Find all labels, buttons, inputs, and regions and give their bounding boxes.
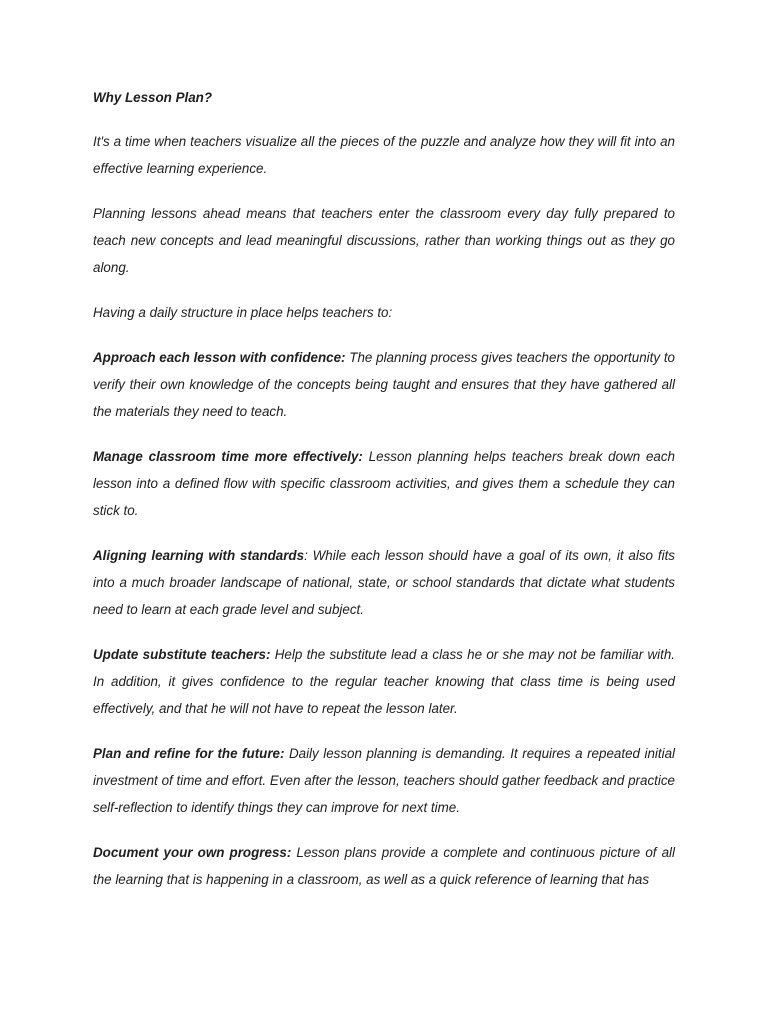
paragraph-intro — [93, 128, 675, 182]
paragraph-text: : While each lesson should have a goal of its own, it also fits into a much broader landscape of national, state, or school standards that dictate what students need to learn at each grade level and subject. — [93, 548, 675, 617]
paragraph-text: Daily lesson planning is demanding. It requires a repeated initial investment of time and effort. Even after the lesson, teachers should gather feedback and practice self-reflection to identify things they can improve for next time. — [93, 746, 675, 815]
paragraph-future — [93, 740, 675, 821]
paragraph-lead: Approach each lesson with confidence: — [93, 350, 346, 365]
paragraph-text: It's a time when teachers visualize all the pieces of the puzzle and analyze how they will fit into an effective learning experience. — [93, 134, 675, 176]
paragraph-classroom-time — [93, 443, 675, 524]
document-title: Why Lesson Plan? — [93, 90, 213, 105]
paragraph-confidence — [93, 344, 675, 425]
paragraph-text: Lesson planning helps teachers break down each lesson into a defined flow with specific classroom activities, and gives them a schedule they can stick to. — [93, 449, 675, 518]
paragraph-daily-structure — [93, 299, 675, 326]
paragraph-text: Having a daily structure in place helps teachers to: — [93, 305, 393, 320]
document-body — [93, 84, 675, 911]
paragraph-text: Help the substitute lead a class he or she may not be familiar with. In addition, it gives confidence to the regular teacher knowing that class time is being used effectively, and that he will not have to repeat the lesson later. — [93, 647, 675, 716]
paragraph-text: Planning lessons ahead means that teachers enter the classroom every day fully prepared to teach new concepts and lead meaningful discussions, rather than working things out as they go along. — [93, 206, 675, 275]
paragraph-lead: Manage classroom time more effectively: — [93, 449, 363, 464]
paragraph-text: The planning process gives teachers the opportunity to verify their own knowledge of the concepts being taught and ensures that they have gathered all the materials they need to teach. — [93, 350, 675, 419]
paragraph-text: Lesson plans provide a complete and continuous picture of all the learning that is happening in a classroom, as well as a quick reference of learning that has — [93, 845, 676, 887]
paragraph-substitute — [93, 641, 675, 722]
paragraph-lead: Plan and refine for the future: — [93, 746, 285, 761]
paragraph-progress — [93, 839, 675, 893]
paragraph-lead: Document your own progress: — [93, 845, 292, 860]
paragraph-standards — [93, 542, 675, 623]
paragraph-lead: Aligning learning with standards — [93, 548, 305, 563]
paragraph-lead: Update substitute teachers: — [93, 647, 271, 662]
paragraph-planning-ahead — [93, 200, 675, 281]
